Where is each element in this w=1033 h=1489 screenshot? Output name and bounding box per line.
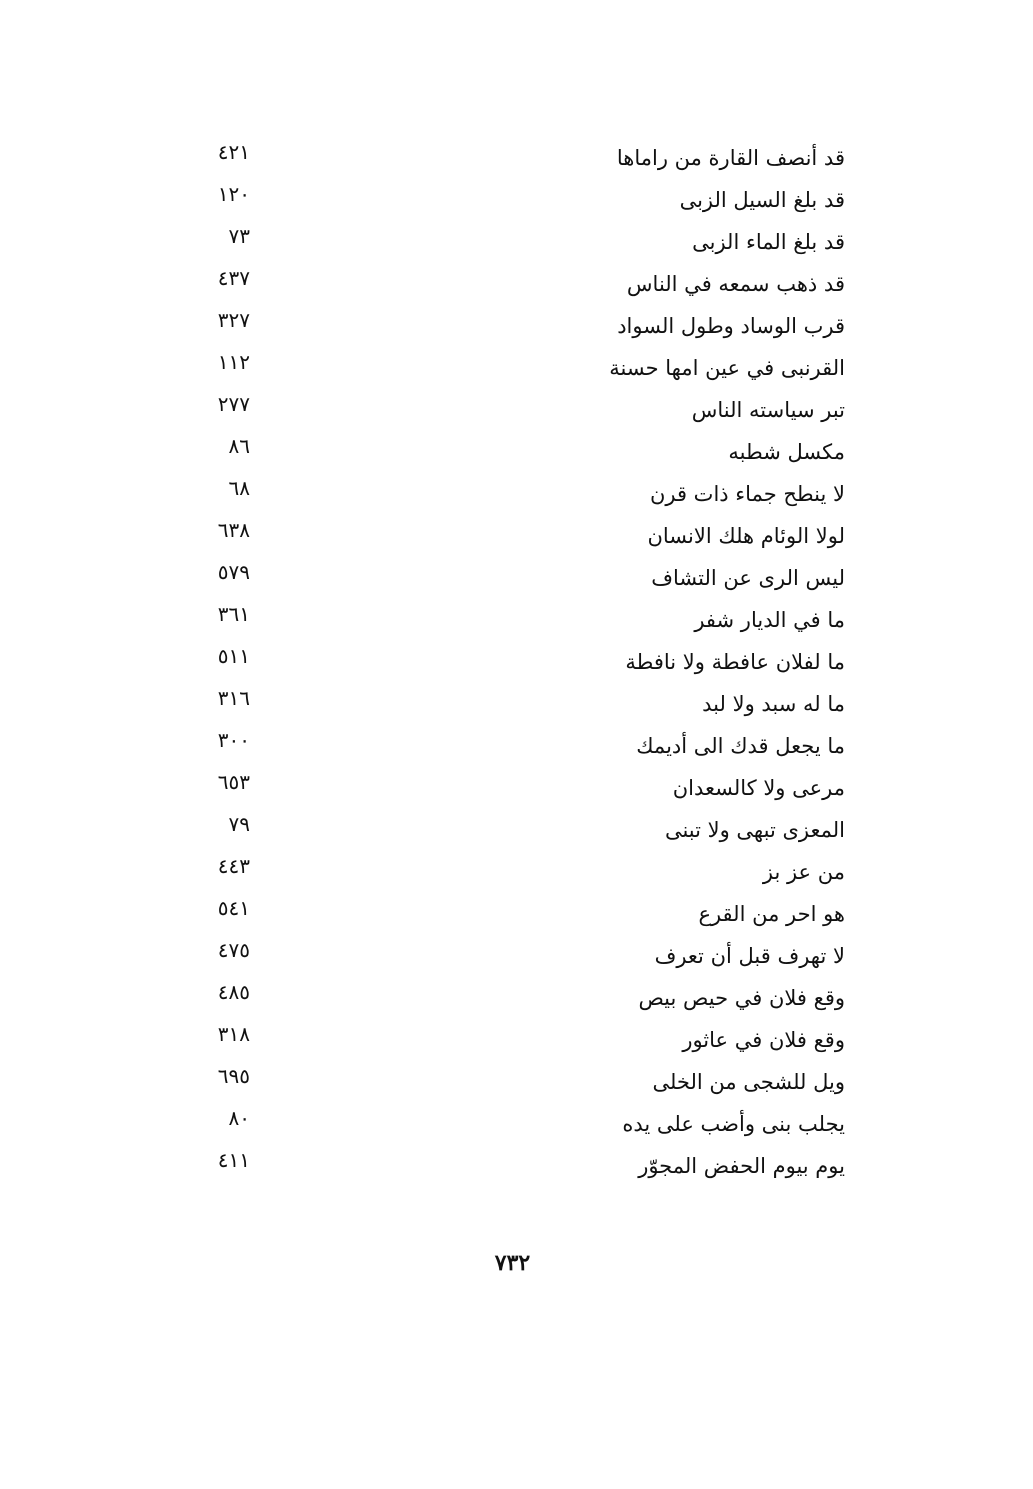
page-number: ٧٣٢ xyxy=(494,1250,531,1276)
proverb-text: قرب الوساد وطول السواد xyxy=(617,314,845,338)
page-reference: ٤٨٥ xyxy=(217,980,250,1004)
index-entry xyxy=(0,306,1033,348)
proverb-text: ما يجعل قدك الى أديمك xyxy=(636,734,845,758)
page-reference: ٨٦ xyxy=(228,434,250,458)
index-entry xyxy=(0,768,1033,810)
proverb-text: قد بلغ السيل الزبى xyxy=(679,188,845,212)
index-entry xyxy=(0,642,1033,684)
page-reference: ٧٩ xyxy=(228,812,250,836)
page-reference: ٣٠٠ xyxy=(217,728,250,752)
page-reference: ٣٢٧ xyxy=(217,308,250,332)
page-reference: ٨٠ xyxy=(228,1106,250,1130)
index-entry xyxy=(0,138,1033,180)
index-entry xyxy=(0,978,1033,1020)
page-reference: ٥٧٩ xyxy=(217,560,250,584)
index-entry xyxy=(0,684,1033,726)
page-reference: ٥١١ xyxy=(217,644,250,668)
proverb-text: لا تهرف قبل أن تعرف xyxy=(654,944,845,968)
page-reference: ٦٥٣ xyxy=(217,770,250,794)
page-reference: ٥٤١ xyxy=(217,896,250,920)
index-entry xyxy=(0,432,1033,474)
index-entry xyxy=(0,516,1033,558)
page-reference: ٦٣٨ xyxy=(217,518,250,542)
page-reference: ٣١٦ xyxy=(217,686,250,710)
proverb-text: وقع فلان في عاثور xyxy=(682,1028,845,1052)
page-reference: ٤٣٧ xyxy=(217,266,250,290)
proverb-text: ليس الرى عن التشاف xyxy=(651,566,845,590)
index-entry xyxy=(0,726,1033,768)
proverb-text: ويل للشجى من الخلى xyxy=(652,1070,845,1094)
proverb-text: لا ينطح جماء ذات قرن xyxy=(649,482,845,506)
index-entry xyxy=(0,1062,1033,1104)
index-entry xyxy=(0,600,1033,642)
index-entry xyxy=(0,558,1033,600)
proverb-index-list xyxy=(0,138,1033,1188)
page-reference: ٤٧٥ xyxy=(217,938,250,962)
index-entry xyxy=(0,348,1033,390)
index-entry xyxy=(0,222,1033,264)
proverb-text: قد بلغ الماء الزبى xyxy=(692,230,845,254)
proverb-text: يجلب بنى وأضب على يده xyxy=(622,1112,845,1136)
proverb-text: هو احر من القرع xyxy=(698,902,845,926)
proverb-text: القرنبى في عين امها حسنة xyxy=(609,356,845,380)
page-reference: ٢٧٧ xyxy=(217,392,250,416)
index-entry xyxy=(0,852,1033,894)
page-reference: ٦٩٥ xyxy=(217,1064,250,1088)
index-entry xyxy=(0,180,1033,222)
proverb-text: لولا الوئام هلك الانسان xyxy=(647,524,845,548)
page-reference: ٤٢١ xyxy=(217,140,250,164)
proverb-text: وقع فلان في حيص بيص xyxy=(638,986,845,1010)
page-reference: ٤١١ xyxy=(217,1148,250,1172)
page-reference: ١١٢ xyxy=(217,350,250,374)
index-entry xyxy=(0,936,1033,978)
proverb-text: مرعى ولا كالسعدان xyxy=(672,776,845,800)
proverb-text: تبر سياسته الناس xyxy=(691,398,845,422)
proverb-text: ما في الديار شفر xyxy=(694,608,845,632)
proverb-text: ما له سبد ولا لبد xyxy=(702,692,845,716)
index-entry xyxy=(0,1104,1033,1146)
index-entry xyxy=(0,810,1033,852)
proverb-text: مكسل شطبه xyxy=(728,440,845,464)
index-entry xyxy=(0,1020,1033,1062)
proverb-text: قد أنصف القارة من راماها xyxy=(616,146,845,170)
page-reference: ٣٦١ xyxy=(217,602,250,626)
index-entry xyxy=(0,1146,1033,1188)
page-reference: ٤٤٣ xyxy=(217,854,250,878)
proverb-text: يوم بيوم الحفض المجوّر xyxy=(638,1154,845,1178)
index-entry xyxy=(0,390,1033,432)
index-entry xyxy=(0,264,1033,306)
proverb-text: من عز بز xyxy=(762,860,845,884)
page-reference: ٧٣ xyxy=(228,224,250,248)
proverb-text: المعزى تبهى ولا تبنى xyxy=(664,818,845,842)
proverb-text: ما لفلان عافطة ولا نافطة xyxy=(625,650,845,674)
page-reference: ٦٨ xyxy=(228,476,250,500)
index-entry xyxy=(0,894,1033,936)
page-reference: ٣١٨ xyxy=(217,1022,250,1046)
page-reference: ١٢٠ xyxy=(217,182,250,206)
proverb-text: قد ذهب سمعه في الناس xyxy=(626,272,845,296)
index-entry xyxy=(0,474,1033,516)
